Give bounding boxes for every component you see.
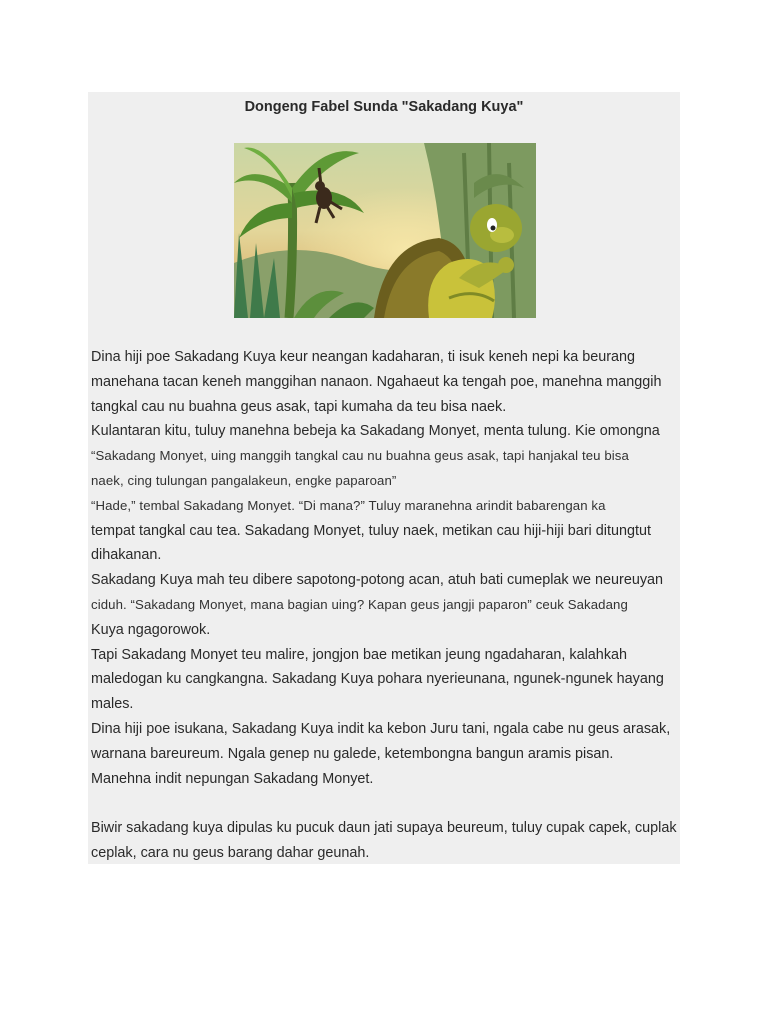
story-line: warnana bareureum. Ngala genep nu galede, ketembongna bangun aramis pisan.: [91, 745, 614, 762]
story-line: males.: [91, 696, 134, 713]
story-line: Manehna indit nepungan Sakadang Monyet.: [91, 770, 374, 787]
story-line: tangkal cau nu buahna geus asak, tapi kumaha da teu bisa naek.: [91, 398, 507, 415]
story-line: ceplak, cara nu geus barang dahar geunah.: [91, 844, 370, 861]
story-line: Kulantaran kitu, tuluy manehna bebeja ka Sakadang Monyet, menta tulung. Kie omongna: [91, 423, 660, 440]
story-line: maledogan ku cangkangna. Sakadang Kuya pohara nyerieunana, ngunek-ngunek hayang: [91, 671, 664, 688]
story-line: dihakanan.: [91, 547, 162, 564]
story-line: Dina hiji poe Sakadang Kuya keur neangan kadaharan, ti isuk keneh nepi ka beurang: [91, 349, 636, 365]
story-line: ciduh. “Sakadang Monyet, mana bagian uing? Kapan geus jangji paparon” ceuk Sakadang: [91, 596, 628, 612]
story-line: Biwir sakadang kuya dipulas ku pucuk daun jati supaya beureum, tuluy cupak capek, cuplak: [91, 820, 677, 837]
story-line: manehana tacan keneh manggihan nanaon. Ngahaeut ka tengah poe, manehna manggih: [91, 373, 662, 390]
story-line: naek, cing tulungan pangalakeun, engke paparoan”: [91, 472, 397, 488]
story-body: [91, 345, 679, 866]
story-line: Sakadang Kuya mah teu dibere sapotong-potong acan, atuh bati cumeplak we neureuyan: [91, 572, 664, 589]
story-line: “Sakadang Monyet, uing manggih tangkal cau nu buahna geus asak, tapi hanjakal teu bisa: [91, 448, 629, 464]
story-line: Dina hiji poe isukana, Sakadang Kuya indit ka kebon Juru tani, ngala cabe nu geus arasak,: [91, 720, 671, 737]
document-title: Dongeng Fabel Sunda "Sakadang Kuya": [244, 99, 524, 115]
story-line: Kuya ngagorowok.: [91, 621, 211, 638]
document-content: [88, 92, 680, 864]
story-line: “Hade,” tembal Sakadang Monyet. “Di mana?” Tuluy maranehna arindit babarengan ka: [91, 497, 606, 513]
paragraph-gap: [91, 791, 679, 816]
story-line: tempat tangkal cau tea. Sakadang Monyet, tuluy naek, metikan cau hiji-hiji bari ditungtut: [91, 522, 651, 539]
story-line: Tapi Sakadang Monyet teu malire, jongjon bae metikan jeung ngadaharan, kalahkah: [91, 646, 628, 663]
turtle-and-monkey-illustration: [234, 143, 536, 318]
